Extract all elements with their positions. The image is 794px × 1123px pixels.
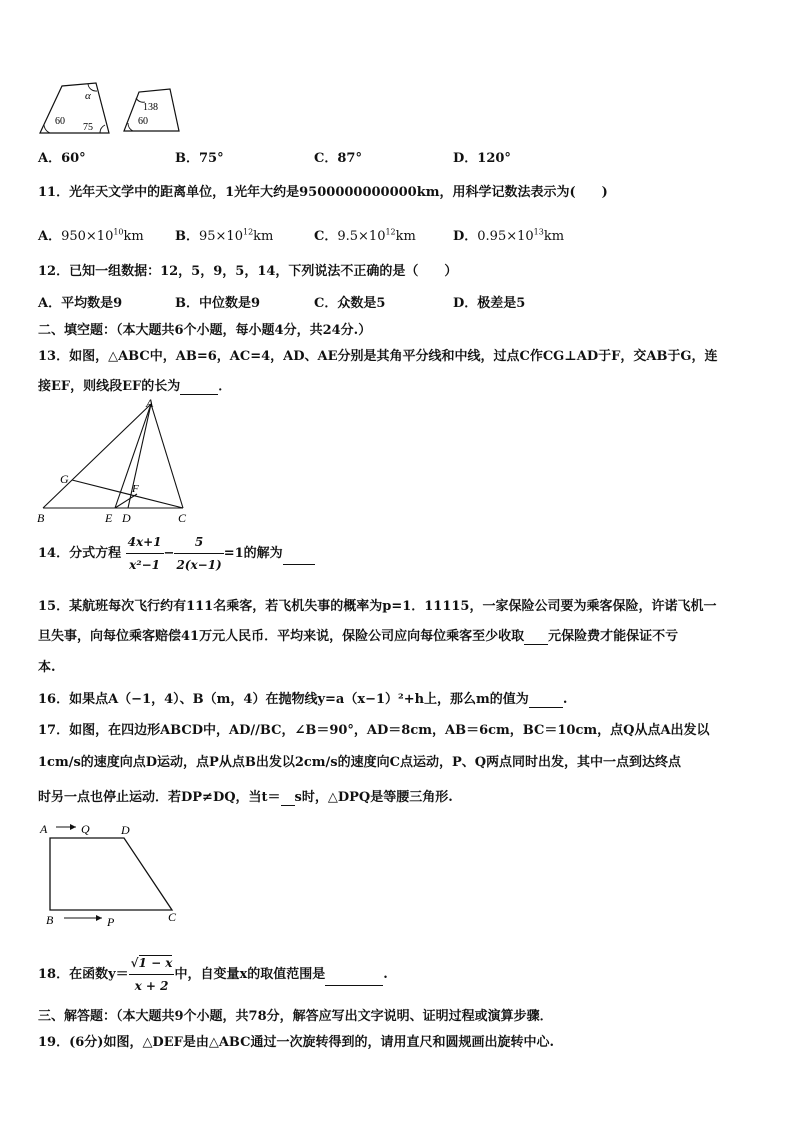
q10-option-b[interactable]: B．75° [175, 151, 224, 166]
q14-fraction-1: $\frac{4x+1}{\text{x²−1}}$ [126, 532, 164, 575]
q12-option-a[interactable]: A．平均数是9 [38, 296, 123, 311]
q15-answer-blank[interactable] [524, 629, 548, 645]
fig1-angle-75: 75 [83, 122, 93, 133]
q17-line-1: 17．如图，在四边形ABCD中，AD//BC，∠B＝90°，AD＝8cm，AB＝6cm，BC＝10cm，点Q从点A出发以 [38, 723, 710, 738]
q19-question: 19．(6分)如图，△DEF是由△ABC通过一次旋转得到的，请用直尺和圆规画出旋转中心. [38, 1035, 555, 1050]
q13-label-B: B [37, 511, 45, 525]
q17-label-Q: Q [81, 822, 90, 836]
q10-option-a[interactable]: A．60° [38, 151, 86, 166]
section-3-heading: 三、解答题：（本大题共9个小题，共78分，解答应写出文字说明、证明过程或演算步骤． [38, 1009, 553, 1024]
q13-label-E: E [105, 511, 113, 525]
q14-answer-blank[interactable] [283, 544, 315, 565]
q13-label-C: C [178, 511, 187, 525]
q17-quadrilateral-figure [38, 818, 188, 930]
q15-line-3: 本. [38, 660, 56, 675]
q12-option-c[interactable]: C．众数是5 [314, 296, 386, 311]
q17-label-A: A [40, 822, 48, 836]
q10-option-c[interactable]: C．87° [314, 151, 362, 166]
q10-option-d[interactable]: D．120° [453, 151, 511, 166]
q17-label-D: D [121, 823, 130, 837]
q14-fraction-2: $\frac{5}{2(x-1)}$ [174, 532, 223, 575]
q17-line-3: 时另一点也停止运动．若DP≠DQ，当t＝ s时，△DPQ是等腰三角形. [38, 790, 453, 805]
q17-label-C: C [168, 910, 177, 924]
q15-line-2: 旦失事，向每位乘客赔偿41万元人民币．平均来说，保险公司应向每位乘客至少收取 元保险费才能保证不亏 [38, 629, 679, 644]
q15-line-1: 15．某航班每次飞行约有111名乘客，若飞机失事的概率为p=1．11115，一家保险公司要为乘客保险，许诺飞机一 [38, 599, 717, 614]
q13-label-D: D [122, 511, 131, 525]
fig2-angle-138: 138 [143, 102, 158, 113]
section-2-heading: 二、填空题：（本大题共6个小题，每小题4分，共24分.） [38, 323, 372, 338]
q13-answer-blank[interactable] [180, 379, 218, 395]
q17-label-P: P [107, 915, 115, 929]
q11-option-c[interactable]: C．$9.5\times 10^{12}km$ [314, 227, 416, 244]
q13-label-F: F [132, 483, 139, 495]
q18-sqrt-sign: √ [130, 956, 139, 970]
q12-option-d[interactable]: D．极差是5 [453, 296, 526, 311]
fig2-angle-60: 60 [138, 116, 148, 127]
q13-label-A: A [146, 398, 154, 410]
q13-label-G: G [60, 472, 69, 486]
q11-option-d[interactable]: D．$0.95\times 10^{13}km$ [453, 227, 565, 244]
q12-option-b[interactable]: B．中位数是9 [175, 296, 261, 311]
q11-option-b[interactable]: B．$95\times 10^{12}km$ [175, 227, 274, 244]
q10-figure-1 [36, 80, 116, 136]
q13-triangle-figure [34, 398, 194, 526]
q17-line-2: 1cm/s的速度向点D运动，点P从点B出发以2cm/s的速度向C点运动，P、Q两点同时出发，其中一点到达终点 [38, 755, 682, 770]
q18-question: 18．在函数y＝ $\frac{√1 - x}{x + 2}$ 中，自变量x的取值范围是 . [38, 953, 388, 996]
q11-question: 11．光年天文学中的距离单位，1光年大约是9500000000000km，用科学记数法表示为( ) [38, 185, 608, 200]
q18-answer-blank[interactable] [325, 965, 383, 986]
q18-fraction: $\frac{√1 - x}{x + 2}$ [129, 953, 175, 996]
q16-question: 16．如果点A（−1，4）、B（m，4）在抛物线y=a（x−1）²+h上，那么m的值为 . [38, 692, 568, 707]
q13-line-1: 13．如图，△ABC中，AB=6，AC=4，AD、AE分别是其角平分线和中线，过点C作CG⊥AD于F，交AB于G，连 [38, 349, 718, 364]
q10-figure-2 [121, 86, 183, 134]
q11-option-a[interactable]: A．$950\times 10^{10}km$ [38, 227, 144, 244]
fig1-alpha: α [85, 90, 91, 102]
q13-line-2: 接EF，则线段EF的长为 ． [38, 379, 232, 394]
q12-question: 12．已知一组数据：12，5，9，5，14，下列说法不正确的是（ ） [38, 264, 458, 279]
q16-answer-blank[interactable] [529, 692, 563, 708]
q17-answer-blank[interactable] [281, 790, 295, 806]
fig1-angle-60: 60 [55, 116, 65, 127]
q17-label-B: B [46, 913, 54, 927]
q14-question: 14．分式方程 $\frac{4x+1}{\text{x²−1}}$ − $\frac{5}{2(x-1)}$ =1的解为 [38, 532, 315, 575]
